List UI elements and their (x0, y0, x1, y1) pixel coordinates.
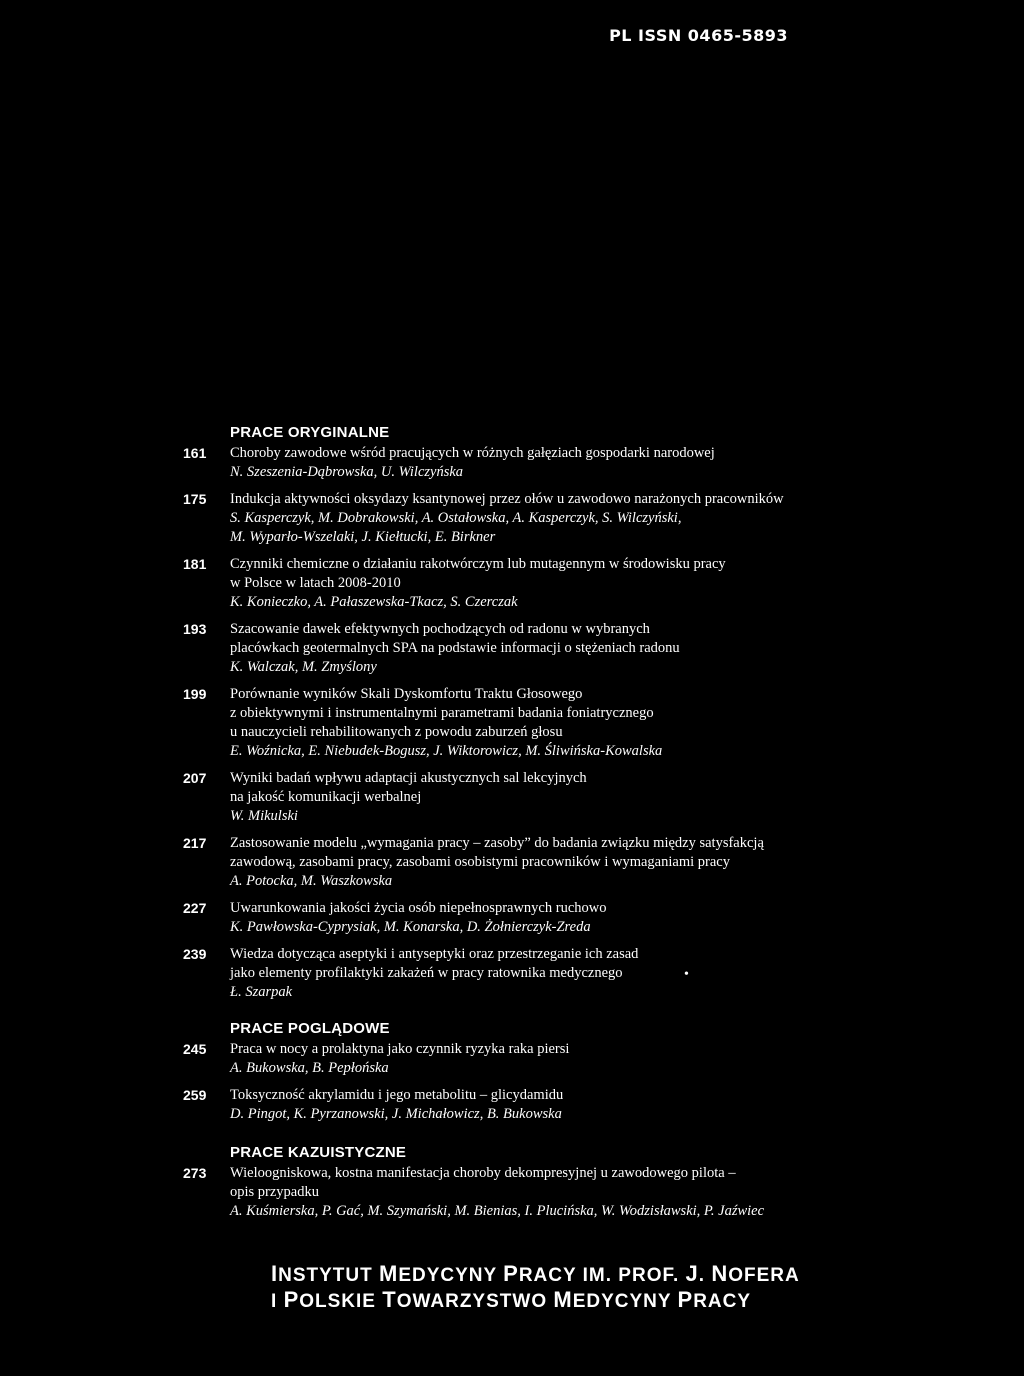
toc-entry[interactable] (183, 899, 823, 937)
toc-entry[interactable] (183, 945, 823, 1002)
article-title-line: zawodową, zasobami pracy, zasobami osobistymi pracowników i wymaganiami pracy (230, 854, 730, 870)
article-title-line: Porównanie wyników Skali Dyskomfortu Traktu Głosowego (230, 686, 583, 702)
article-authors-line: E. Woźnicka, E. Niebudek-Bogusz, J. Wiktorowicz, M. Śliwińska-Kowalska (230, 743, 663, 759)
article-title-line: Zastosowanie modelu „wymagania pracy – zasoby” do badania związku między satysfakcją (230, 835, 764, 851)
section-heading: PRACE KAZUISTYCZNE (230, 1144, 407, 1161)
publisher-line-2: I POLSKIE TOWARZYSTWO MEDYCYNY PRACY (271, 1287, 752, 1312)
article-title-line: placówkach geotermalnych SPA na podstawie informacji o stężeniach radonu (230, 640, 680, 656)
article-title-line: Choroby zawodowe wśród pracujących w różnych gałęziach gospodarki narodowej (230, 445, 715, 461)
page-number: 193 (183, 621, 207, 637)
page-number: 245 (183, 1041, 207, 1057)
toc-entry[interactable] (183, 685, 823, 761)
page-number: 161 (183, 445, 207, 461)
article-authors-line: W. Mikulski (230, 808, 298, 824)
toc-entry[interactable] (183, 620, 823, 677)
article-title-line: z obiektywnymi i instrumentalnymi parametrami badania foniatrycznego (230, 705, 654, 721)
article-title-line: Czynniki chemiczne o działaniu rakotwórczym lub mutagennym w środowisku pracy (230, 556, 726, 572)
article-title-line: Wieloogniskowa, kostna manifestacja choroby dekompresyjnej u zawodowego pilota – (230, 1165, 736, 1181)
publisher-line-1: INSTYTUT MEDYCYNY PRACY IM. PROF. J. NOFERA (271, 1261, 800, 1286)
toc-entry[interactable] (183, 444, 823, 482)
issn-label: PL ISSN 0465-5893 (609, 26, 788, 45)
article-authors-line: K. Konieczko, A. Pałaszewska-Tkacz, S. Czerczak (230, 594, 518, 610)
article-title-line: Wiedza dotycząca aseptyki i antyseptyki oraz przestrzeganie ich zasad (230, 946, 639, 962)
toc-entry[interactable] (183, 1086, 823, 1124)
toc-entry[interactable] (183, 490, 823, 547)
article-authors-line: K. Pawłowska-Cyprysiak, M. Konarska, D. Żołnierczyk-Zreda (230, 919, 591, 935)
article-title-line: Uwarunkowania jakości życia osób niepełnosprawnych ruchowo (230, 900, 607, 916)
article-title-line: Indukcja aktywności oksydazy ksantynowej przez ołów u zawodowo narażonych pracowników (230, 491, 784, 507)
page-number: 207 (183, 770, 207, 786)
article-title-line: u nauczycieli rehabilitowanych z powodu zaburzeń głosu (230, 724, 563, 740)
page-number: 199 (183, 686, 207, 702)
toc-entry[interactable] (183, 834, 823, 891)
page-number: 227 (183, 900, 207, 916)
article-title-line: Praca w nocy a prolaktyna jako czynnik ryzyka raka piersi (230, 1041, 570, 1057)
publisher-block (271, 1262, 800, 1314)
article-authors-line: K. Walczak, M. Zmyślony (230, 659, 377, 675)
article-title-line: na jakość komunikacji werbalnej (230, 789, 422, 805)
article-authors-line: D. Pingot, K. Pyrzanowski, J. Michałowicz, B. Bukowska (230, 1106, 562, 1122)
table-of-contents (183, 423, 823, 1229)
article-title-line: jako elementy profilaktyki zakażeń w pracy ratownika medycznego (230, 965, 623, 981)
page-number: 175 (183, 491, 207, 507)
article-title-line: opis przypadku (230, 1184, 319, 1200)
article-title-line: w Polsce w latach 2008-2010 (230, 575, 401, 591)
page-number: 273 (183, 1165, 207, 1181)
section-heading: PRACE ORYGINALNE (230, 424, 390, 441)
article-authors-line: A. Kuśmierska, P. Gać, M. Szymański, M. Bienias, I. Plucińska, W. Wodzisławski, P. Jaźwiec (230, 1203, 765, 1219)
toc-entry[interactable] (183, 769, 823, 826)
page-number: 217 (183, 835, 207, 851)
stray-dot-mark: • (684, 967, 689, 982)
article-authors-line: Ł. Szarpak (230, 984, 293, 1000)
page-number: 181 (183, 556, 207, 572)
article-authors-line: A. Potocka, M. Waszkowska (230, 873, 393, 889)
article-authors-line: M. Wyparło-Wszelaki, J. Kiełtucki, E. Birkner (230, 529, 496, 545)
article-title-line: Szacowanie dawek efektywnych pochodzących od radonu w wybranych (230, 621, 650, 637)
page-number: 259 (183, 1087, 207, 1103)
toc-entry[interactable] (183, 1164, 823, 1221)
article-authors-line: S. Kasperczyk, M. Dobrakowski, A. Ostałowska, A. Kasperczyk, S. Wilczyński, (230, 510, 682, 526)
article-title-line: Wyniki badań wpływu adaptacji akustycznych sal lekcyjnych (230, 770, 587, 786)
toc-entry[interactable] (183, 555, 823, 612)
toc-entry[interactable] (183, 1040, 823, 1078)
section-heading: PRACE POGLĄDOWE (230, 1020, 390, 1037)
article-authors-line: A. Bukowska, B. Pepłońska (230, 1060, 389, 1076)
page-number: 239 (183, 946, 207, 962)
article-authors-line: N. Szeszenia-Dąbrowska, U. Wilczyńska (230, 464, 464, 480)
article-title-line: Toksyczność akrylamidu i jego metabolitu – glicydamidu (230, 1087, 564, 1103)
